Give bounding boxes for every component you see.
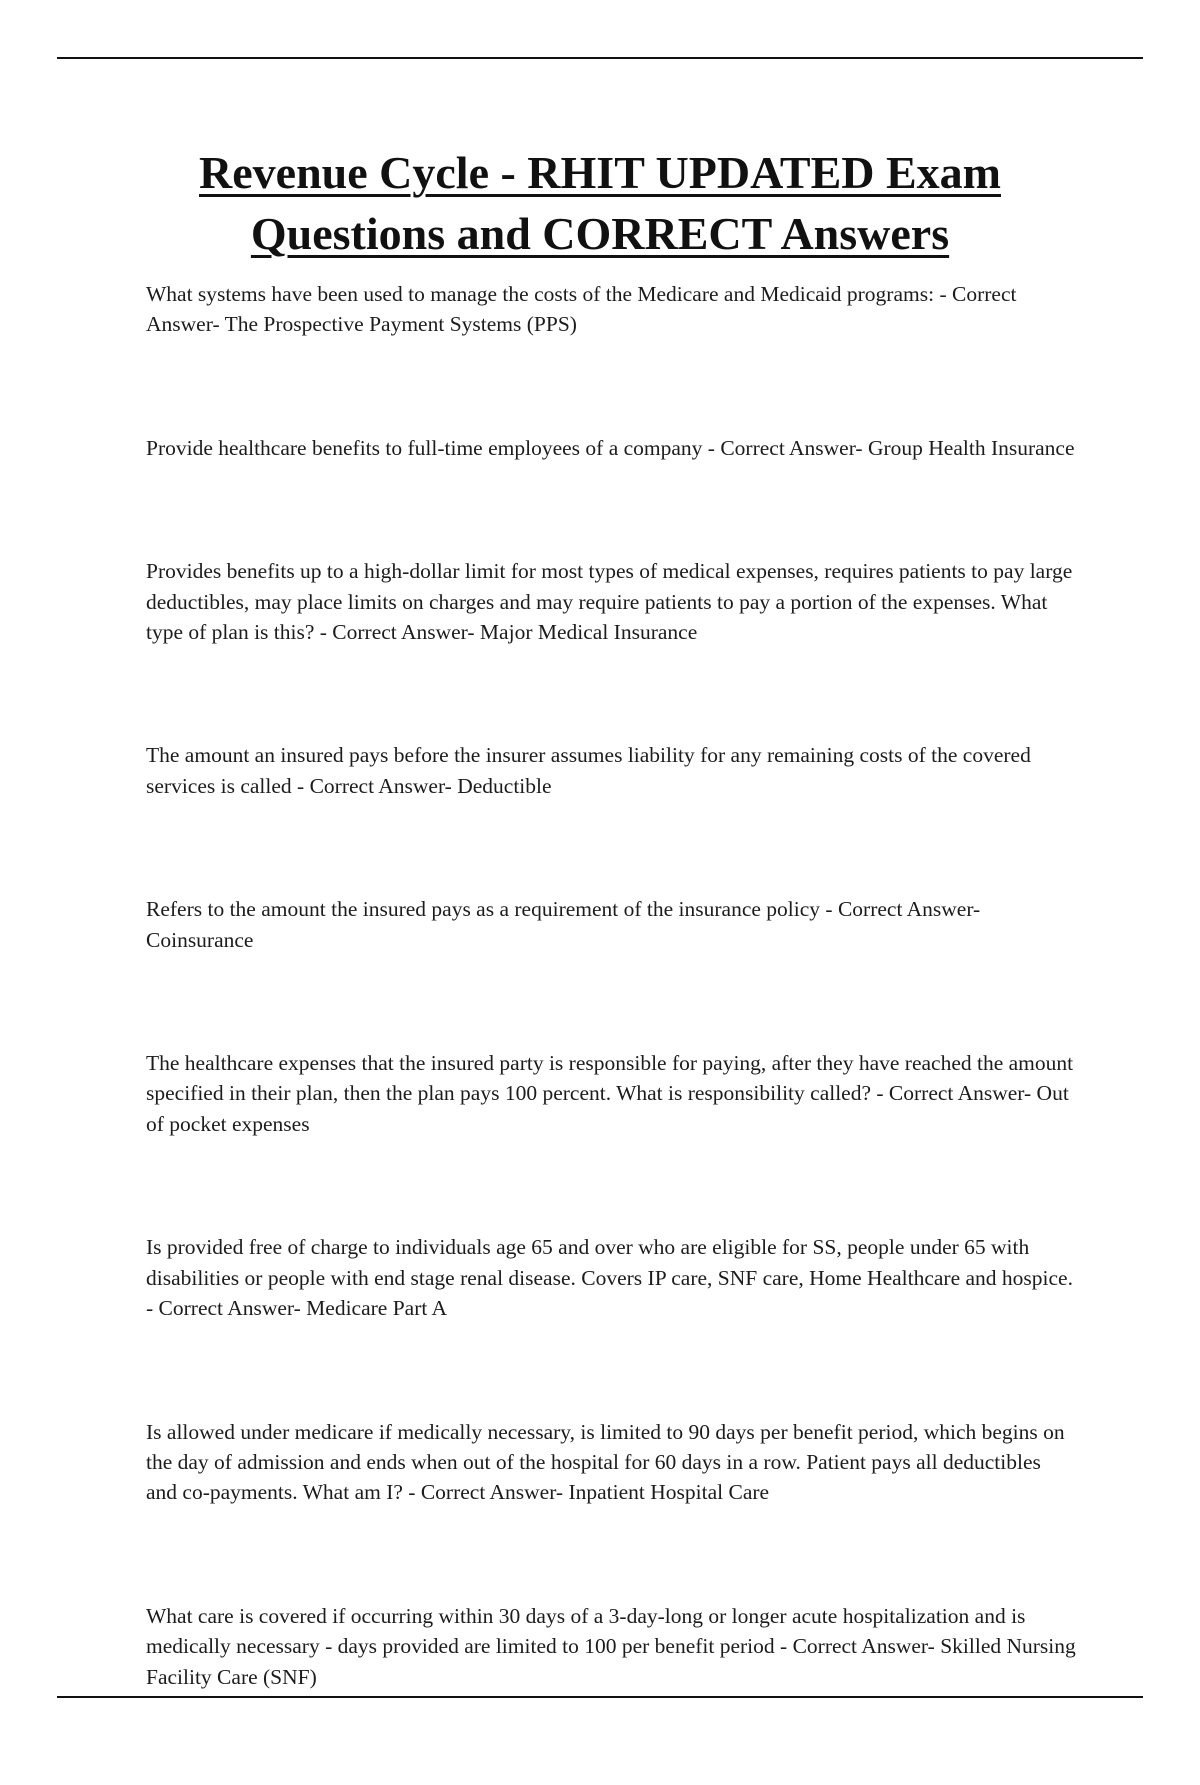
qa-item: Provide healthcare benefits to full-time employees of a company - Correct Answer- Group Health Insurance (146, 435, 1075, 460)
qa-item: Is allowed under medicare if medically necessary, is limited to 90 days per benefit period, which begins on the day of admission and ends when out of the hospital for 60 days in a row. Patient pays all deductibles and co-payments. What am I? - Correct Answer- Inpatient Hospital Care (146, 1419, 1065, 1505)
header-rule (57, 57, 1143, 59)
qa-item: Provides benefits up to a high-dollar limit for most types of medical expenses, requires patients to pay large deductibles, may place limits on charges and may require patients to pay a portion of the expenses. What type of plan is this? - Correct Answer- Major Medical Insurance (146, 559, 1073, 645)
qa-item: Refers to the amount the insured pays as a requirement of the insurance policy - Correct Answer- Coinsurance (146, 897, 981, 952)
qa-item: What care is covered if occurring within 30 days of a 3-day-long or longer acute hospitalization and is medically necessary - days provided are limited to 100 per benefit period - Correct Answer- Skilled Nursing Facility Care (SNF) (146, 1603, 1076, 1689)
qa-item: Is provided free of charge to individuals age 65 and over who are eligible for SS, people under 65 with disabilities or people with end stage renal disease. Covers IP care, SNF care, Home Healthcare and hospice. - Correct Answer- Medicare Part A (146, 1235, 1073, 1321)
qa-item: The amount an insured pays before the insurer assumes liability for any remaining costs of the covered services is called - Correct Answer- Deductible (146, 743, 1031, 798)
question-answer-list (146, 279, 1076, 1785)
qa-item: The healthcare expenses that the insured party is responsible for paying, after they have reached the amount specified in their plan, then the plan pays 100 percent. What is responsibility called? - Correct Answer- Out of pocket expenses (146, 1051, 1074, 1136)
qa-item: What systems have been used to manage the costs of the Medicare and Medicaid programs: - Correct Answer- The Prospective Payment Systems (PPS) (146, 282, 1017, 337)
document-title-line-2: Questions and CORRECT Answers (250, 208, 950, 259)
document-title-line-1: Revenue Cycle - RHIT UPDATED Exam (199, 147, 1001, 198)
document-title (100, 142, 1100, 264)
footer-rule (57, 1696, 1143, 1698)
